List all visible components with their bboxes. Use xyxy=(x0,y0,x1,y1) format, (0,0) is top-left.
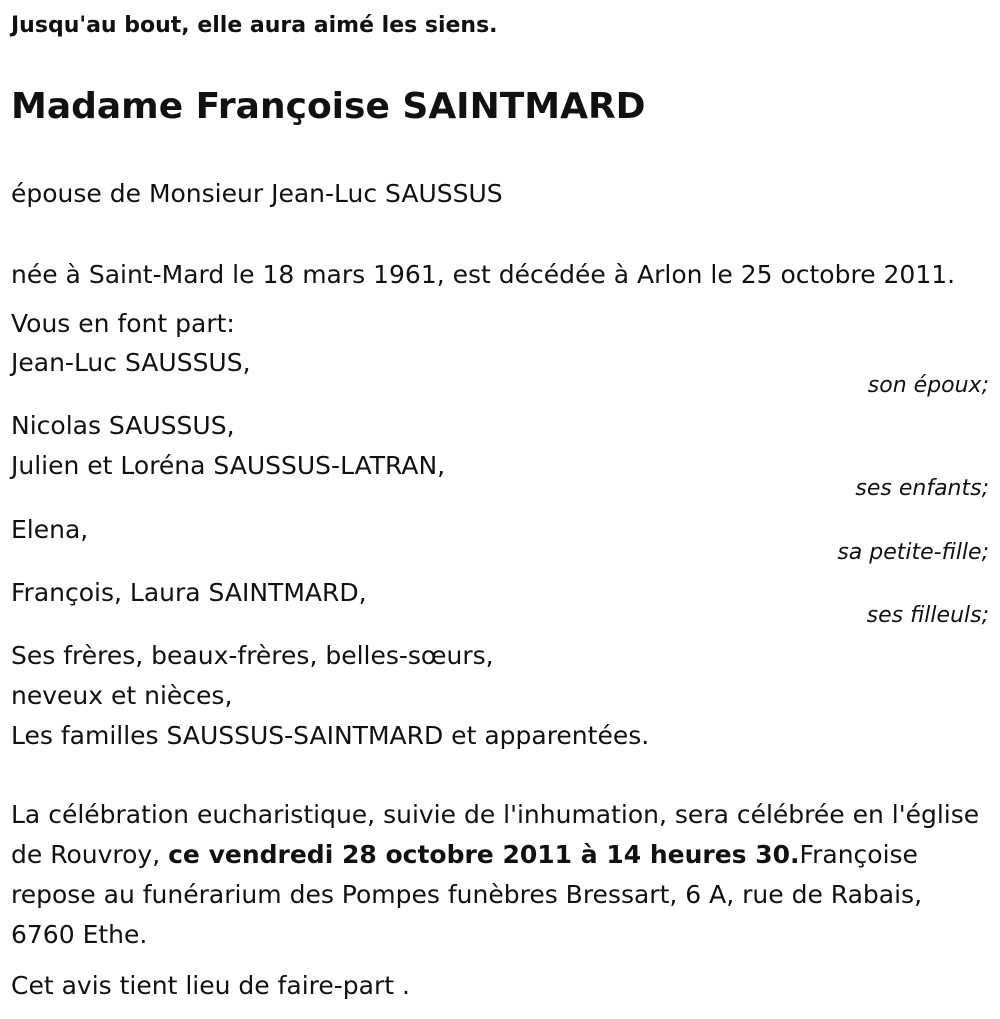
announcement-intro: Vous en font part: xyxy=(11,309,235,338)
family-child-2: Julien et Loréna SAUSSUS-LATRAN, xyxy=(11,451,446,480)
family-child-1: Nicolas SAUSSUS, xyxy=(11,411,235,440)
birth-death-line: née à Saint-Mard le 18 mars 1961, est décédée à Arlon le 25 octobre 2011. xyxy=(11,260,956,289)
ceremony-text-2: Françoise repose au funérarium des Pompes funèbres Bressart, 6 A, rue de Rabais, 6760 Ethe. xyxy=(11,840,923,949)
motto: Jusqu'au bout, elle aura aimé les siens. xyxy=(11,13,498,38)
deceased-name: Madame Françoise SAINTMARD xyxy=(11,86,646,127)
spouse-line: épouse de Monsieur Jean-Luc SAUSSUS xyxy=(11,179,503,208)
godchildren-relation: ses filleuls; xyxy=(866,603,989,628)
grandchild-relation: sa petite-fille; xyxy=(837,540,989,565)
ceremony-paragraph xyxy=(11,795,981,955)
family-godchildren: François, Laura SAINTMARD, xyxy=(11,578,367,607)
family-relatives: Les familles SAUSSUS-SAINTMARD et apparentées. xyxy=(11,721,650,750)
family-nephews: neveux et nièces, xyxy=(11,681,233,710)
ceremony-date: ce vendredi 28 octobre 2011 à 14 heures 30. xyxy=(168,840,800,869)
family-siblings: Ses frères, beaux-frères, belles-sœurs, xyxy=(11,641,494,670)
closing-note: Cet avis tient lieu de faire-part . xyxy=(11,971,410,1000)
family-grandchild: Elena, xyxy=(11,515,89,544)
spouse-relation: son époux; xyxy=(867,373,989,398)
family-spouse: Jean-Luc SAUSSUS, xyxy=(11,348,251,377)
children-relation: ses enfants; xyxy=(855,476,989,501)
ceremony-text-1: La célébration eucharistique, suivie de l'inhumation, sera célébrée en l'église de Rouvroy, xyxy=(11,800,980,869)
